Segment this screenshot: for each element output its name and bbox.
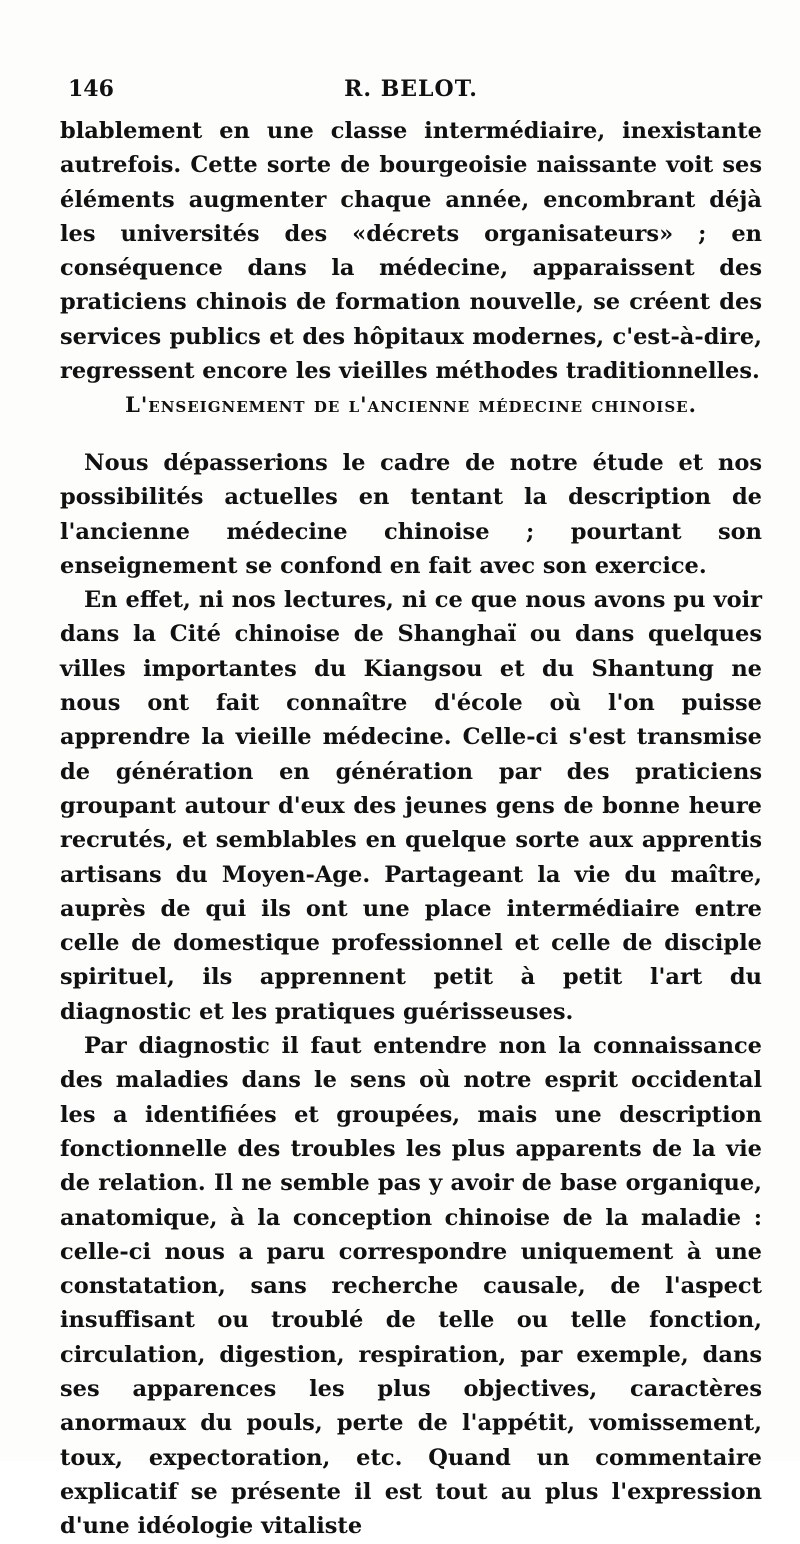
page-number: 146	[68, 76, 114, 102]
section-body	[60, 446, 762, 1544]
page-header	[60, 72, 762, 108]
paragraph: Nous dépasserions le cadre de notre étude et nos possibilités actuelles en tentant la description de l'ancienne médecine chinoise ; pourtant son enseignement se confond en fait avec son exercice.	[60, 450, 762, 579]
section-heading: L'enseignement de l'ancienne médecine chinoise.	[125, 392, 697, 417]
paragraph: Par diagnostic il faut entendre non la connaissance des maladies dans le sens où notre esprit occidental les a identifiées et groupées, mais une description fonctionnelle des troubles les plus apparents de la vie de relation. Il ne semble pas y avoir de base organique, anatomique, à la conception chinoise de la maladie : celle-ci nous a paru correspondre uniquement à une constatation, sans recherche causale, de l'aspect insuffisant ou troublé de telle ou telle fonction, circulation, digestion, respiration, par exemple, dans ses apparences les plus objectives, caractères anormaux du pouls, perte de l'appétit, vomissement, toux, expectoration, etc. Quand un commentaire explicatif se présente il est tout au plus l'expression d'une idéologie vitaliste	[60, 1033, 762, 1540]
continued-paragraph-block	[60, 114, 762, 388]
running-head: R. BELOT.	[344, 76, 478, 102]
paragraph: En effet, ni nos lectures, ni ce que nous avons pu voir dans la Cité chinoise de Shanghaï ou dans quelques villes importantes du Kiangsou et du Shantung ne nous ont fait connaître d'école où l'on puisse apprendre la vieille médecine. Celle-ci s'est transmise de génération en génération par des praticiens groupant autour d'eux des jeunes gens de bonne heure recrutés, et semblables en quelque sorte aux apprentis artisans du Moyen-Age. Partageant la vie du maître, auprès de qui ils ont une place intermédiaire entre celle de domestique professionnel et celle de disciple spirituel, ils apprennent petit à petit l'art du diagnostic et les pratiques guérisseuses.	[60, 587, 762, 1025]
paragraph-continued: blablement en une classe intermédiaire, inexistante autrefois. Cette sorte de bourgeoisie naissante voit ses éléments augmenter chaque année, encombrant déjà les universités des «décrets organisateurs» ; en conséquence dans la médecine, apparaissent des praticiens chinois de formation nouvelle, se créent des services publics et des hôpitaux modernes, c'est-à-dire, regressent encore les vieilles méthodes traditionnelles.	[60, 118, 762, 385]
